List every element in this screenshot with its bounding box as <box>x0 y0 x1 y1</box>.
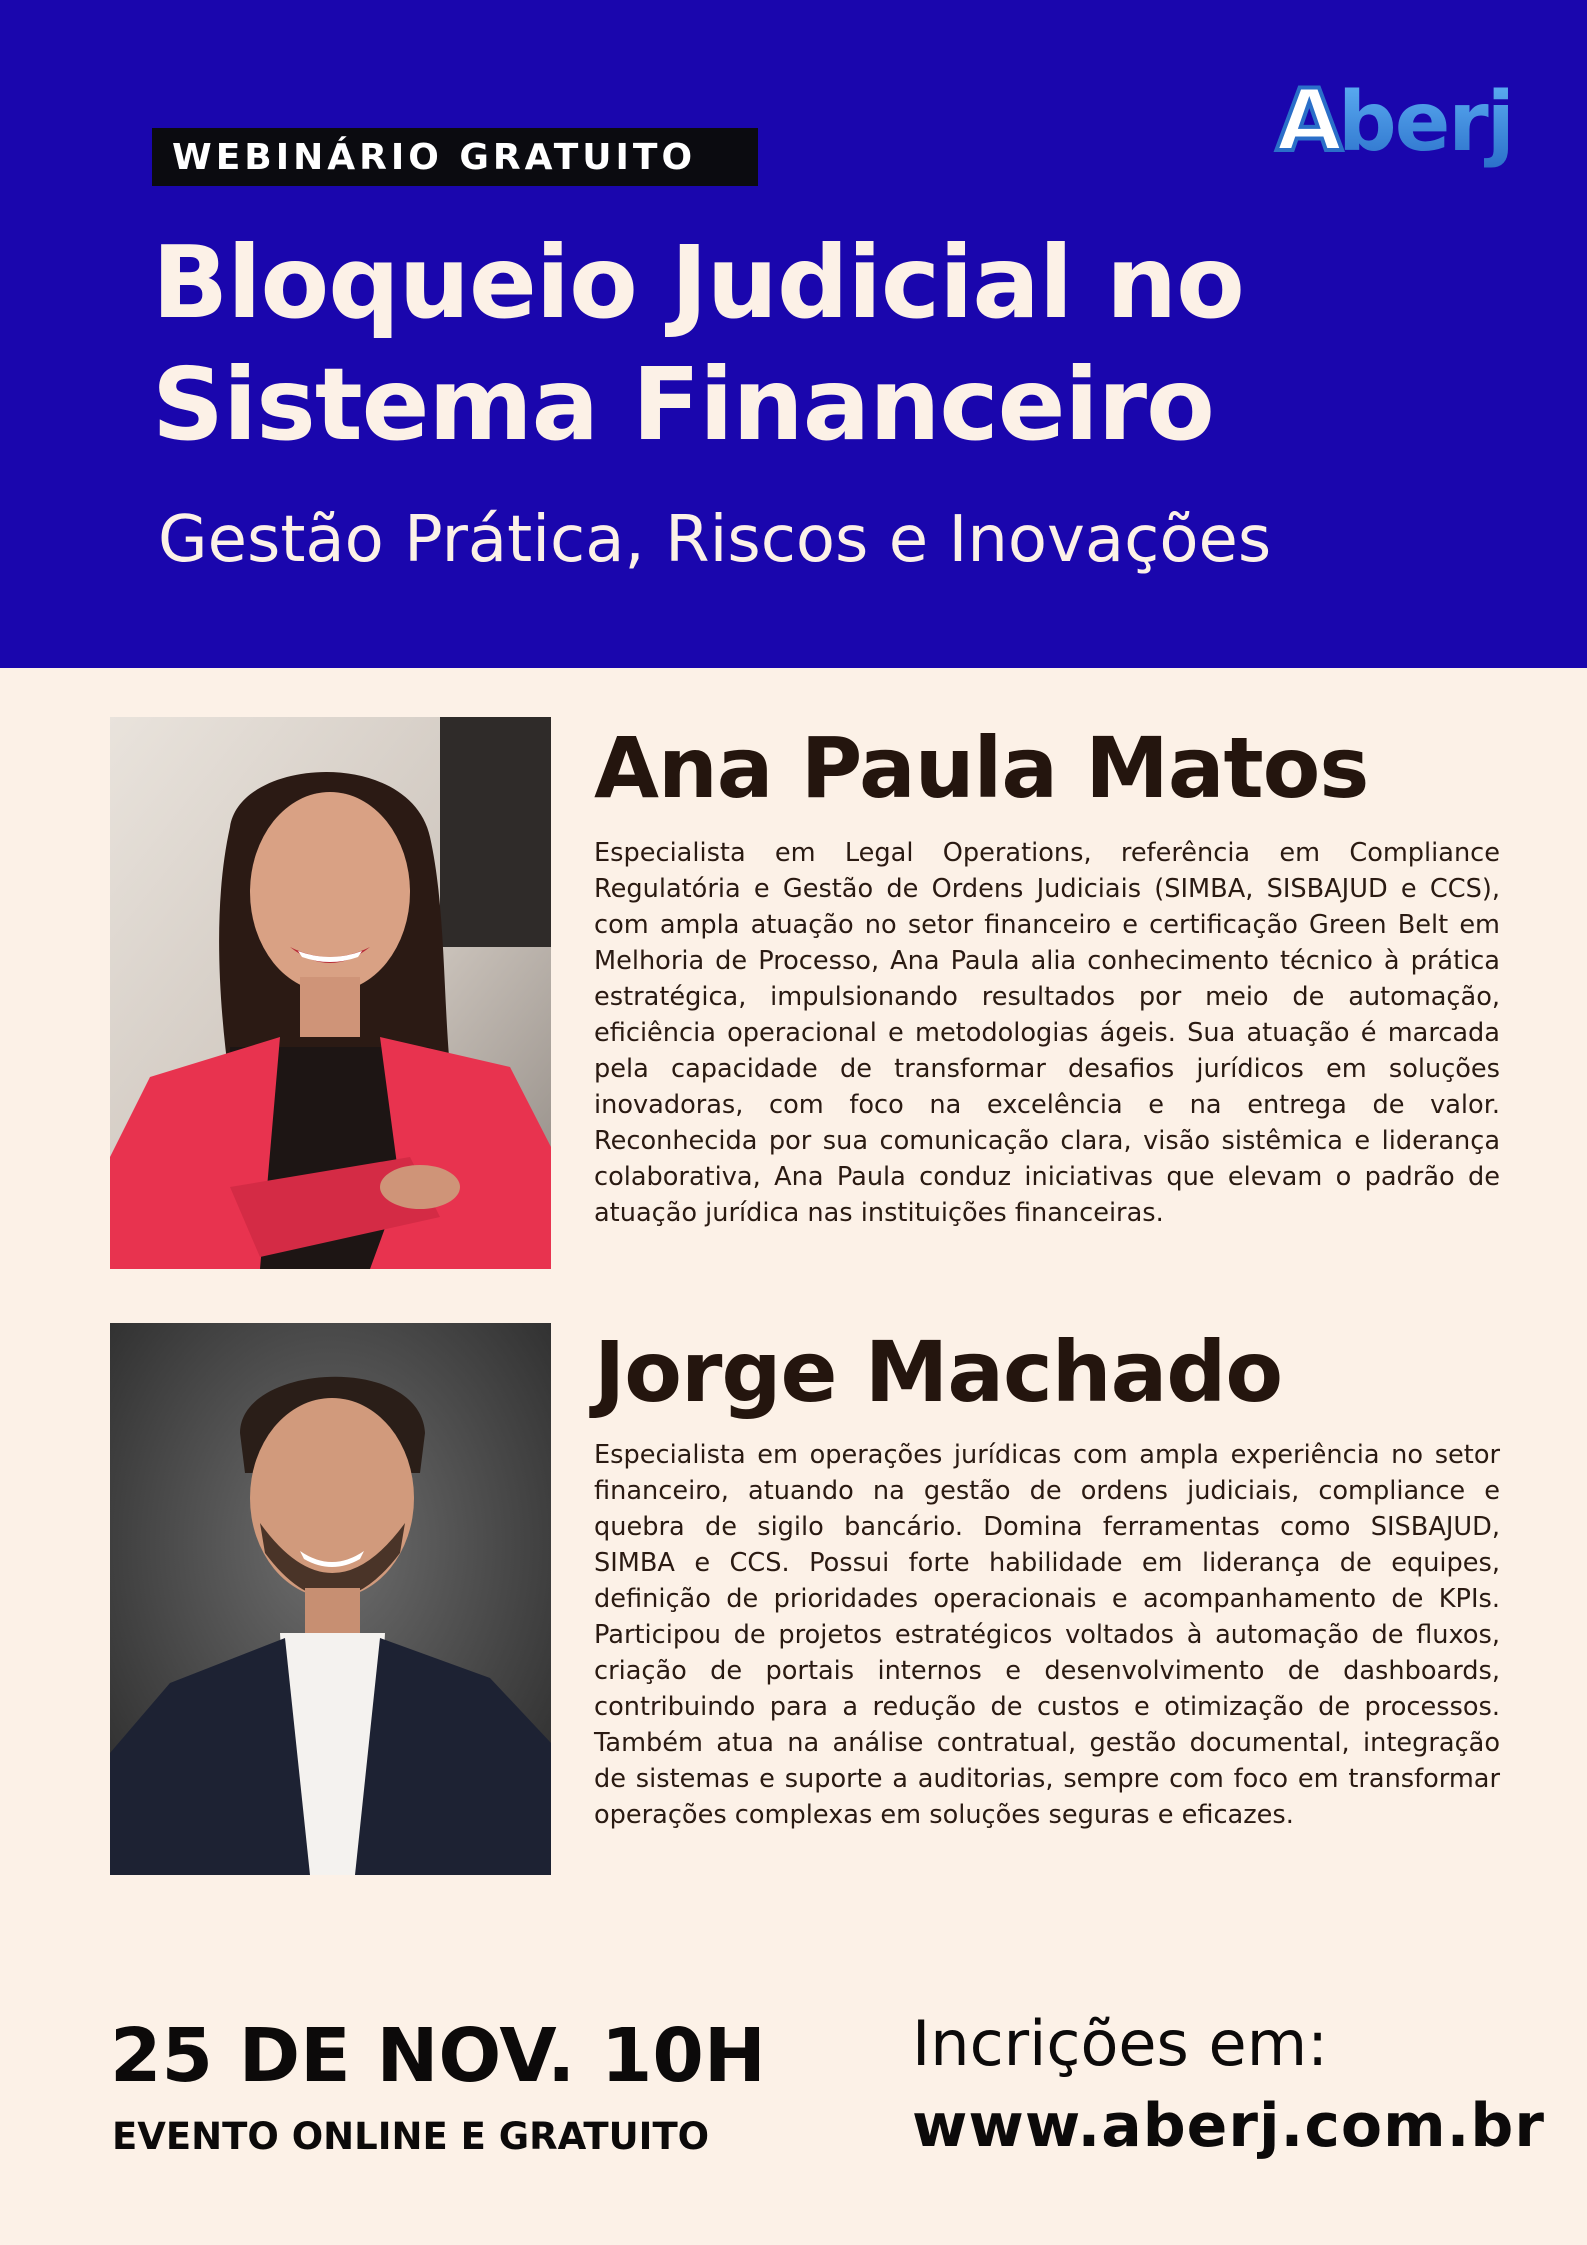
speaker-bio-ana-paula: Especialista em Legal Operations, referência em Compliance Regulatória e Gestão de Ordens Judiciais (SIMBA, SISBAJUD e CCS), com ampla atuação no setor financeiro e certificação Green Belt em Melhoria de Processo, Ana Paula alia conhecimento técnico à prática estratégica, impulsionando resultados por meio de automação, eficiência operacional e metodologias ágeis. Sua atuação é marcada pela capacidade de transformar desafios jurídicos em soluções inovadoras, com foco na excelência e na entrega de valor. Reconhecida por sua comunicação clara, visão sistêmica e liderança colaborativa, Ana Paula conduz iniciativas que elevam o padrão de atuação jurídica nas instituições financeiras. <box>594 838 1500 1228</box>
portrait-man-dark-suit <box>110 1323 551 1875</box>
title-line-1: Bloqueio Judicial no <box>152 224 1244 341</box>
speaker-bio-jorge: Especialista em operações jurídicas com ampla experiência no setor financeiro, atuando na gestão de ordens judiciais, compliance e quebra de sigilo bancário. Domina ferramentas como SISBAJUD, SIMBA e CCS. Possui forte habilidade em liderança de equipes, definição de prioridades operacionais e acompanhamento de KPIs. Participou de projetos estratégicos voltados à automação de fluxos, criação de portais internos e desenvolvimento de dashboards, contribuindo para a redução de custos e otimização de processos. Também atua na análise contratual, gestão documental, integração de sistemas e suporte a auditorias, sempre com foco em transformar operações complexas em soluções seguras e eficazes. <box>594 1440 1500 1830</box>
badge-label: WEBINÁRIO GRATUITO <box>172 136 697 178</box>
registration-label: Incrições em: <box>912 2007 1328 2080</box>
portrait-woman-red-blazer <box>110 717 551 1269</box>
page-title <box>152 222 1452 466</box>
speaker-photo-ana-paula <box>110 717 551 1269</box>
registration-link[interactable]: www.aberj.com.br <box>912 2091 1545 2161</box>
page-subtitle: Gestão Prática, Riscos e Inovações <box>158 503 1272 577</box>
event-type: EVENTO ONLINE E GRATUITO <box>112 2115 710 2158</box>
aberj-logo <box>1272 70 1522 170</box>
event-date: 25 DE NOV. 10H <box>110 2013 766 2099</box>
speaker-name-ana-paula: Ana Paula Matos <box>594 719 1369 817</box>
title-line-2: Sistema Financeiro <box>152 346 1214 463</box>
speaker-photo-jorge <box>110 1323 551 1875</box>
logo-letters: berj <box>1338 75 1513 170</box>
speaker-name-jorge: Jorge Machado <box>594 1323 1283 1421</box>
webinar-badge <box>152 128 758 186</box>
header-banner <box>0 0 1587 668</box>
logo-letter-a: A <box>1276 71 1343 170</box>
